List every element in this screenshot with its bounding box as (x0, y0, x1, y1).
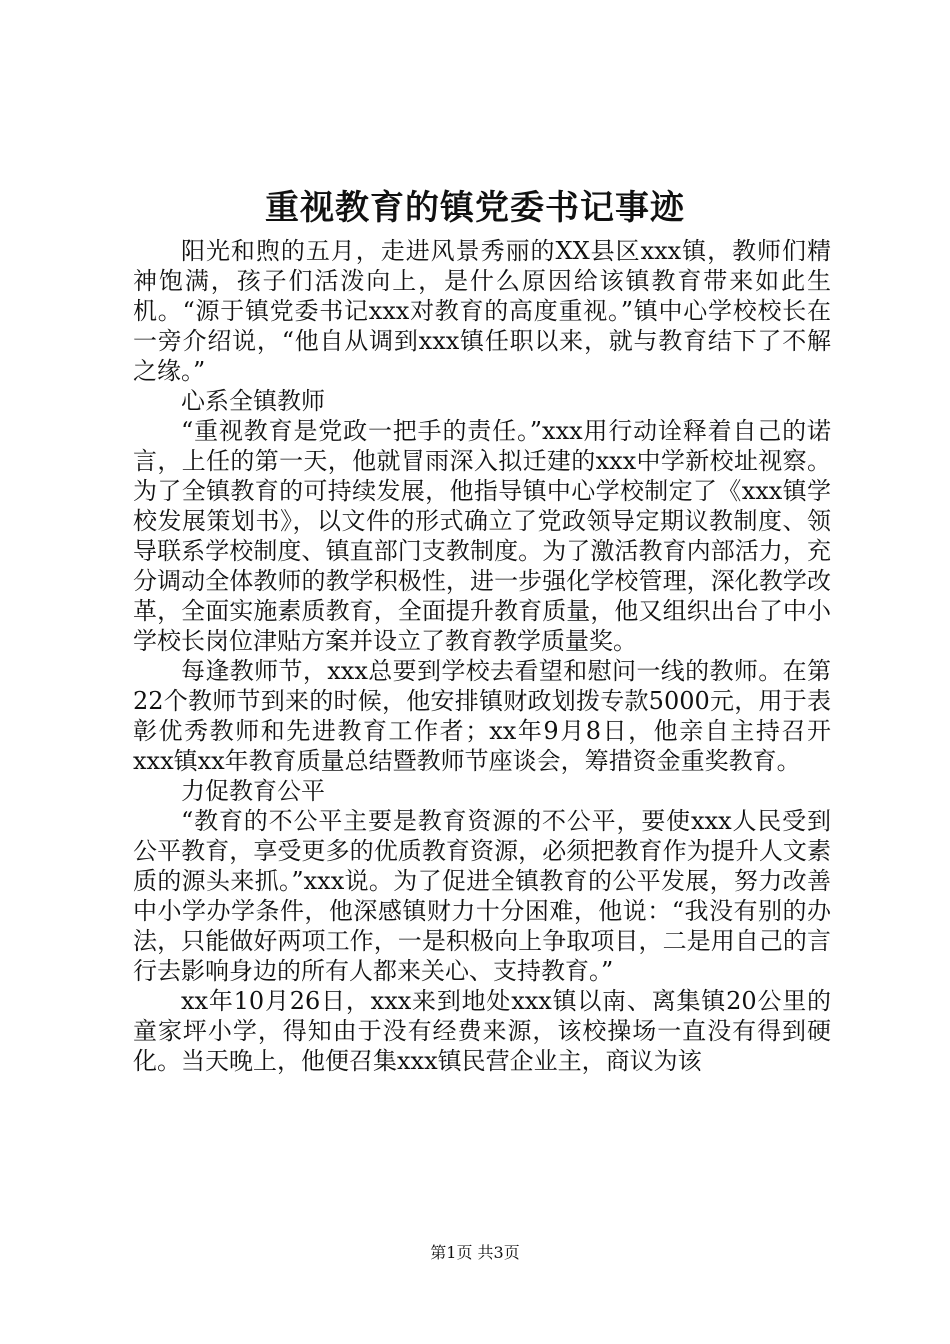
document-body (133, 236, 831, 1076)
paragraph-intro: 阳光和煦的五月，走进风景秀丽的XX县区xxx镇，教师们精神饱满，孩子们活泼向上，是什么原因给该镇教育带来如此生机。“源于镇党委书记xxx对教育的高度重视。”镇中心学校校长在一旁介绍说，“他自从调到xxx镇任职以来，就与教育结下了不解之缘。” (133, 237, 831, 385)
page-footer: 第1页 共3页 (430, 1243, 520, 1262)
paragraph-responsibility: “重视教育是党政一把手的责任。”xxx用行动诠释着自己的诺言，上任的第一天，他就冒雨深入拟迁建的xxx中学新校址视察。为了全镇教育的可持续发展，他指导镇中心学校制定了《xxx镇学校发展策划书》，以文件的形式确立了党政领导定期议教制度、领导联系学校制度、镇直部门支教制度。为了激活教育内部活力，充分调动全体教师的教学积极性，进一步强化学校管理，深化教学改革，全面实施素质教育，全面提升教育质量，他又组织出台了中小学校长岗位津贴方案并设立了教育教学质量奖。 (133, 417, 831, 655)
section-heading-fairness: 力促教育公平 (181, 777, 325, 805)
paragraph-teachers-day: 每逢教师节，xxx总要到学校去看望和慰问一线的教师。在第22个教师节到来的时候，他安排镇财政划拨专款5000元，用于表彰优秀教师和先进教育工作者；xx年9月8日，他亲自主持召开xxx镇xx年教育质量总结暨教师节座谈会，筹措资金重奖教育。 (133, 657, 831, 775)
document-title: 重视教育的镇党委书记事迹 (265, 188, 685, 228)
paragraph-fairness: “教育的不公平主要是教育资源的不公平，要使xxx人民受到公平教育，享受更多的优质教育资源，必须把教育作为提升人文素质的源头来抓。”xxx说。为了促进全镇教育的公平发展，努力改善中小学办学条件，他深感镇财力十分困难，他说：“我没有别的办法，只能做好两项工作，一是积极向上争取项目，二是用自己的言行去影响身边的所有人都来关心、支持教育。” (133, 807, 831, 985)
section-heading-teachers: 心系全镇教师 (181, 387, 325, 415)
paragraph-school-visit: xx年10月26日，xxx来到地处xxx镇以南、离集镇20公里的童家坪小学，得知由于没有经费来源，该校操场一直没有得到硬化。当天晚上，他便召集xxx镇民营企业主，商议为该 (133, 987, 831, 1075)
